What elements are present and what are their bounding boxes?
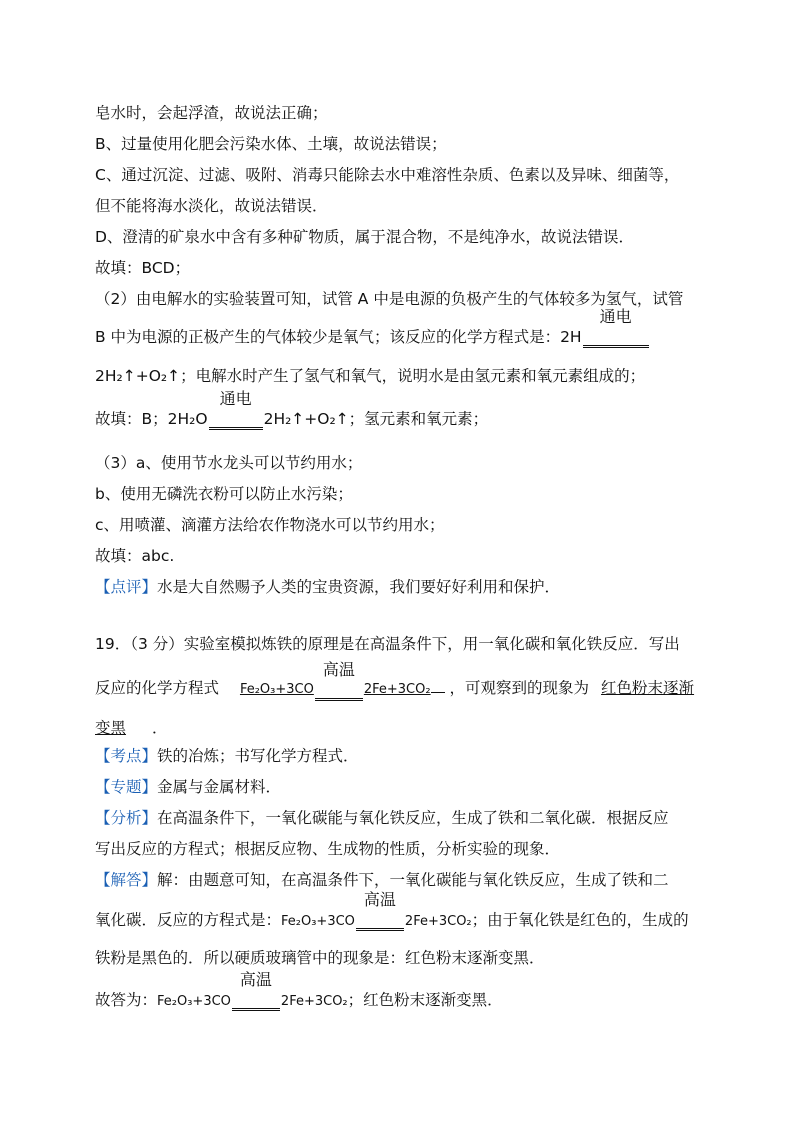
text-line: b、使用无磷洗衣粉可以防止水污染； bbox=[95, 485, 353, 503]
equation-line bbox=[95, 389, 705, 430]
answer-blank: 变黑 bbox=[95, 719, 127, 737]
text-line: c、用喷灌、滴灌方法给农作物浇水可以节约用水； bbox=[95, 516, 445, 534]
reaction-condition bbox=[232, 970, 280, 1011]
reaction-condition bbox=[315, 660, 363, 701]
text-segment: B 中为电源的正极产生的气体较少是氧气；该反应的化学方程式是：2H bbox=[95, 328, 582, 346]
text-line: 故填：BCD； bbox=[95, 259, 191, 277]
text-line: D、澄清的矿泉水中含有多种矿物质，属于混合物，不是纯净水，故说法错误． bbox=[95, 228, 634, 246]
equation-line bbox=[95, 660, 705, 701]
label-tag: 【考点】 bbox=[95, 747, 158, 765]
answer-blank: 红色粉末逐渐 bbox=[601, 679, 695, 697]
answer-blank: Fe₂O₃+3CO 高温 2Fe+3CO₂ bbox=[224, 682, 431, 697]
text-segment: 反应的化学方程式 bbox=[95, 679, 220, 697]
reaction-condition bbox=[356, 890, 404, 931]
condition-label: 高温 bbox=[239, 970, 272, 989]
question-19-line: 19．（3 分）实验室模拟炼铁的原理是在高温条件下，用一氧化碳和氧化铁反应．写出 bbox=[95, 635, 680, 653]
text-line: B、过量使用化肥会污染水体、土壤，故说法错误； bbox=[95, 135, 447, 153]
reaction-condition bbox=[209, 389, 263, 430]
label-line: 【分析】在高温条件下，一氧化碳能与氧化铁反应，生成了铁和二氧化碳．根据反应 bbox=[95, 809, 669, 827]
equation-line: 氧化碳．反应的方程式是：Fe₂O₃+3CO 高温 2Fe+3CO₂；由于氧化铁是红色的，生成的 bbox=[95, 890, 689, 929]
comment-tag: 【点评】 bbox=[95, 578, 158, 596]
condition-label: 通电 bbox=[599, 307, 632, 326]
reaction-condition bbox=[583, 307, 649, 348]
equation-line bbox=[95, 307, 705, 348]
label-tag: 【解答】 bbox=[95, 871, 158, 889]
text-line: 2H₂↑+O₂↑；电解水时产生了氢气和氧气，说明水是由氢元素和氧元素组成的； bbox=[95, 367, 646, 385]
text-line: 皂水时，会起浮渣，故说法正确； bbox=[95, 104, 328, 122]
condition-label: 通电 bbox=[219, 389, 252, 408]
equation-line: 故答为：Fe₂O₃+3CO 高温 2Fe+3CO₂；红色粉末逐渐变黑． bbox=[95, 970, 503, 1009]
text-line: C、通过沉淀、过滤、吸附、消毒只能除去水中难溶性杂质、色素以及异味、细菌等， bbox=[95, 166, 680, 184]
text-segment: ，可观察到的现象为 bbox=[449, 679, 590, 697]
comment-line bbox=[95, 577, 705, 597]
label-tag: 【分析】 bbox=[95, 809, 158, 827]
condition-label: 高温 bbox=[363, 890, 396, 909]
label-line: 【考点】铁的冶炼；书写化学方程式． bbox=[95, 747, 359, 765]
text-line: （3）a、使用节水龙头可以节约用水； bbox=[95, 454, 363, 472]
text-segment: 故填：B；2H₂O bbox=[95, 410, 208, 428]
text-segment: 水是大自然赐予人类的宝贵资源，我们要好好利用和保护． bbox=[157, 578, 561, 596]
condition-label: 高温 bbox=[322, 660, 355, 679]
text-line: 但不能将海水淡化，故说法错误． bbox=[95, 197, 328, 215]
label-line: 【专题】金属与金属材料． bbox=[95, 778, 282, 796]
text-line: （2）由电解水的实验装置可知，试管 A 中是电源的负极产生的气体较多为氢气，试管 bbox=[95, 290, 684, 308]
text-segment: 2H₂↑+O₂↑；氢元素和氧元素； bbox=[263, 410, 489, 428]
label-line: 【解答】解：由题意可知，在高温条件下，一氧化碳能与氧化铁反应，生成了铁和二 bbox=[95, 871, 669, 889]
label-tag: 【专题】 bbox=[95, 778, 158, 796]
answer-line: 变黑 ． bbox=[95, 719, 168, 737]
text-line: 故填：abc. bbox=[95, 547, 175, 565]
text-line: 铁粉是黑色的．所以硬质玻璃管中的现象是：红色粉末逐渐变黑． bbox=[95, 949, 545, 967]
text-line: 写出反应的方程式；根据反应物、生成物的性质，分析实验的现象． bbox=[95, 840, 561, 858]
